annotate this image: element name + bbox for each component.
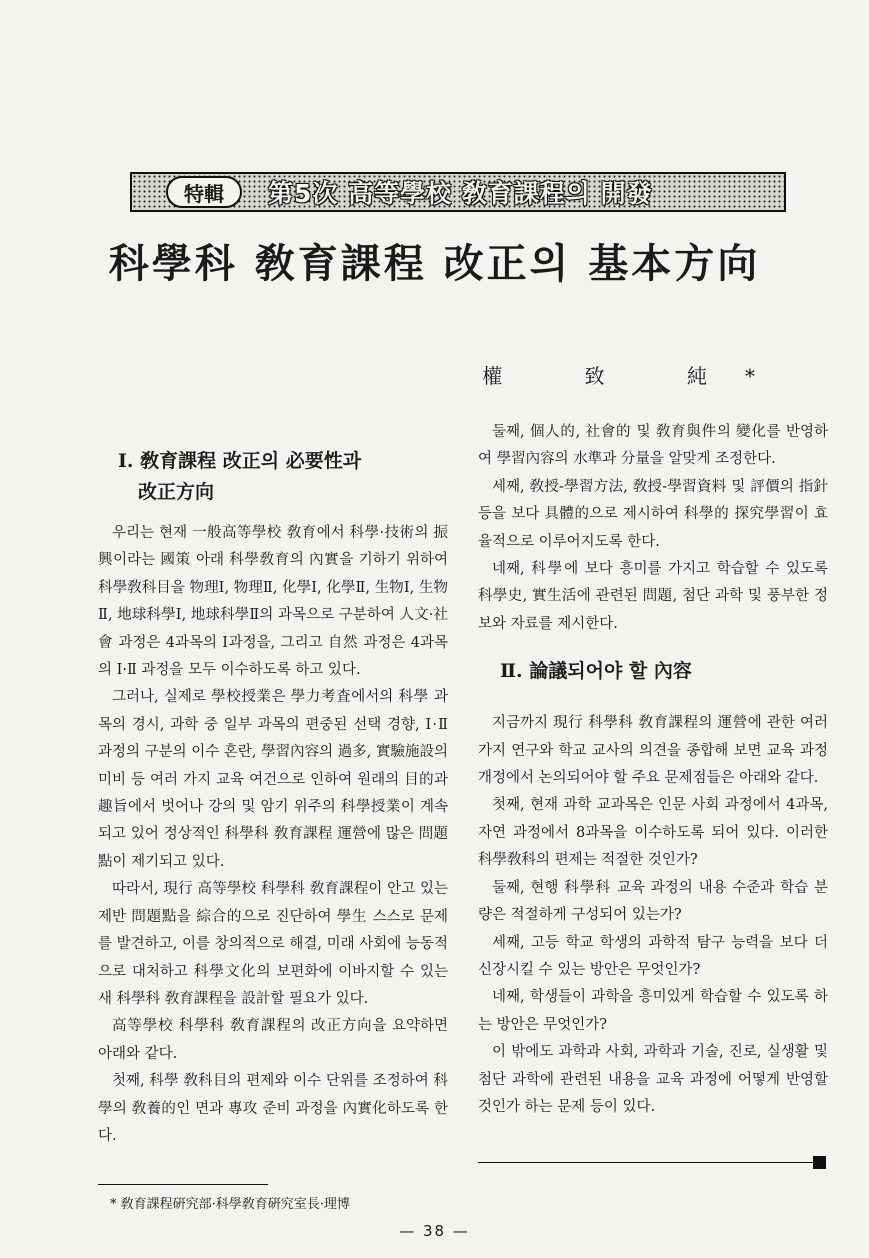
paragraph: 그러나, 실제로 學校授業은 學力考査에서의 科學 과목의 경시, 과학 중 일부 과목의 편중된 선택 경향, Ⅰ·Ⅱ 과정의 구분의 이수 혼란, 學習內容의 過多, 實驗施設의 미비 등 여러 가지 교육 여건으로 인하여 원래의 目的과 趣旨에서 벗어나 강의 및 암기 위주의 科學授業이 계속되고 있어 정상적인 科學科 敎育課程 運營에 많은 問題點이 제기되고 있다. [98,689,448,870]
paragraph: 지금까지 現行 科學科 敎育課程의 運營에 관한 여러 가지 연구와 학교 교사의 의견을 종합해 보면 교육 과정 개정에서 논의되어야 할 주요 문제점들은 아래와 같다. [478,715,828,787]
paragraph: 세째, 敎授-學習方法, 敎授-學習資料 및 評價의 指針 등을 보다 具體的으로 제시하여 科學的 探究學習이 효율적으로 이루어지도록 한다. [478,478,828,550]
end-mark-icon [813,1156,826,1169]
paragraph: 네째, 학생들이 과학을 흥미있게 학습할 수 있도록 하는 방안은 무엇인가? [478,989,828,1033]
paragraph: 둘째, 현행 科學科 교육 과정의 내용 수준과 학습 분량은 적절하게 구성되어 있는가? [478,879,828,924]
paragraph: 네째, 科學에 보다 흥미를 가지고 학습할 수 있도록 科學史, 實生活에 관련된 問題, 첨단 과학 및 풍부한 정보와 자료를 제시한다. [478,561,828,632]
paragraph: 첫째, 科學 敎科目의 편제와 이수 단위를 조정하여 科學의 敎養的인 면과 專攻 준비 과정을 內實化하도록 한다. [98,1073,448,1144]
article-title: 科學科 敎育課程 改正의 基本方向 [108,240,761,287]
paragraph: 첫째, 현재 과학 교과목은 인문 사회 과정에서 4과목, 자연 과정에서 8과목을 이수하도록 되어 있다. 이러한 科學敎科의 편제는 적절한 것인가? [478,797,828,869]
paragraph: 둘째, 個人的, 社會的 및 敎育與件의 變化를 반영하여 學習內容의 水準과 分量을 알맞게 조정한다. [478,424,828,468]
section-1-heading-line1: Ⅰ. 敎育課程 改正의 必要性과 [118,450,362,472]
section-1-heading [118,446,448,508]
article-end-rule [478,1162,818,1163]
paragraph: 우리는 현재 一般高等學校 敎育에서 科學·技術의 振興이라는 國策 아래 科學敎育의 內實을 기하기 위하여 科學敎科目을 物理Ⅰ, 物理Ⅱ, 化學Ⅰ, 化學Ⅱ, 生物Ⅰ, 生物Ⅱ, 地球科學Ⅰ, 地球科學Ⅱ의 과목으로 구분하여 人文·社會 과정은 4과목의 Ⅰ과정을, 그리고 自然 과정은 4과목의 Ⅰ·Ⅱ 과정을 모두 이수하도록 하고 있다. [98,525,448,679]
section-2-heading: Ⅱ. 論議되어야 할 內容 [500,660,692,683]
author-footnote: * 敎育課程硏究部·科學敎育硏究室長·理博 [110,1197,350,1212]
page-number: — 38 — [399,1222,470,1240]
right-column [478,419,828,1121]
author-name: 權 致 純* [482,364,793,388]
special-feature-banner [130,172,786,212]
paragraph: 高等學校 科學科 敎育課程의 改正方向을 요약하면 아래와 같다. [98,1018,448,1062]
paragraph: 따라서, 現行 高等學校 科學科 敎育課程이 안고 있는 제반 問題點을 綜合的으로 진단하여 學生 스스로 문제를 발견하고, 이를 창의적으로 해결, 미래 사회에 능동적으로 대처하고 科學文化의 보편화에 이바지할 수 있는 새 科學科 敎育課程을 設計할 필요가 있다. [98,881,448,1007]
left-column [98,520,448,1150]
footnote-divider [98,1184,268,1185]
section-1-heading-line2: 改正方向 [138,481,215,503]
paragraph: 세째, 고등 학교 학생의 과학적 탐구 능력을 보다 더 신장시킬 수 있는 방안은 무엇인가? [478,934,828,978]
special-feature-tag: 特輯 [166,176,242,208]
paragraph: 이 밖에도 과학과 사회, 과학과 기술, 진로, 실생활 및 첨단 과학에 관련된 내용을 교육 과정에 어떻게 반영할 것인가 하는 문제 등이 있다. [478,1044,828,1115]
banner-title: 第5次 高等學校 敎育課程의 開發 [268,179,653,208]
